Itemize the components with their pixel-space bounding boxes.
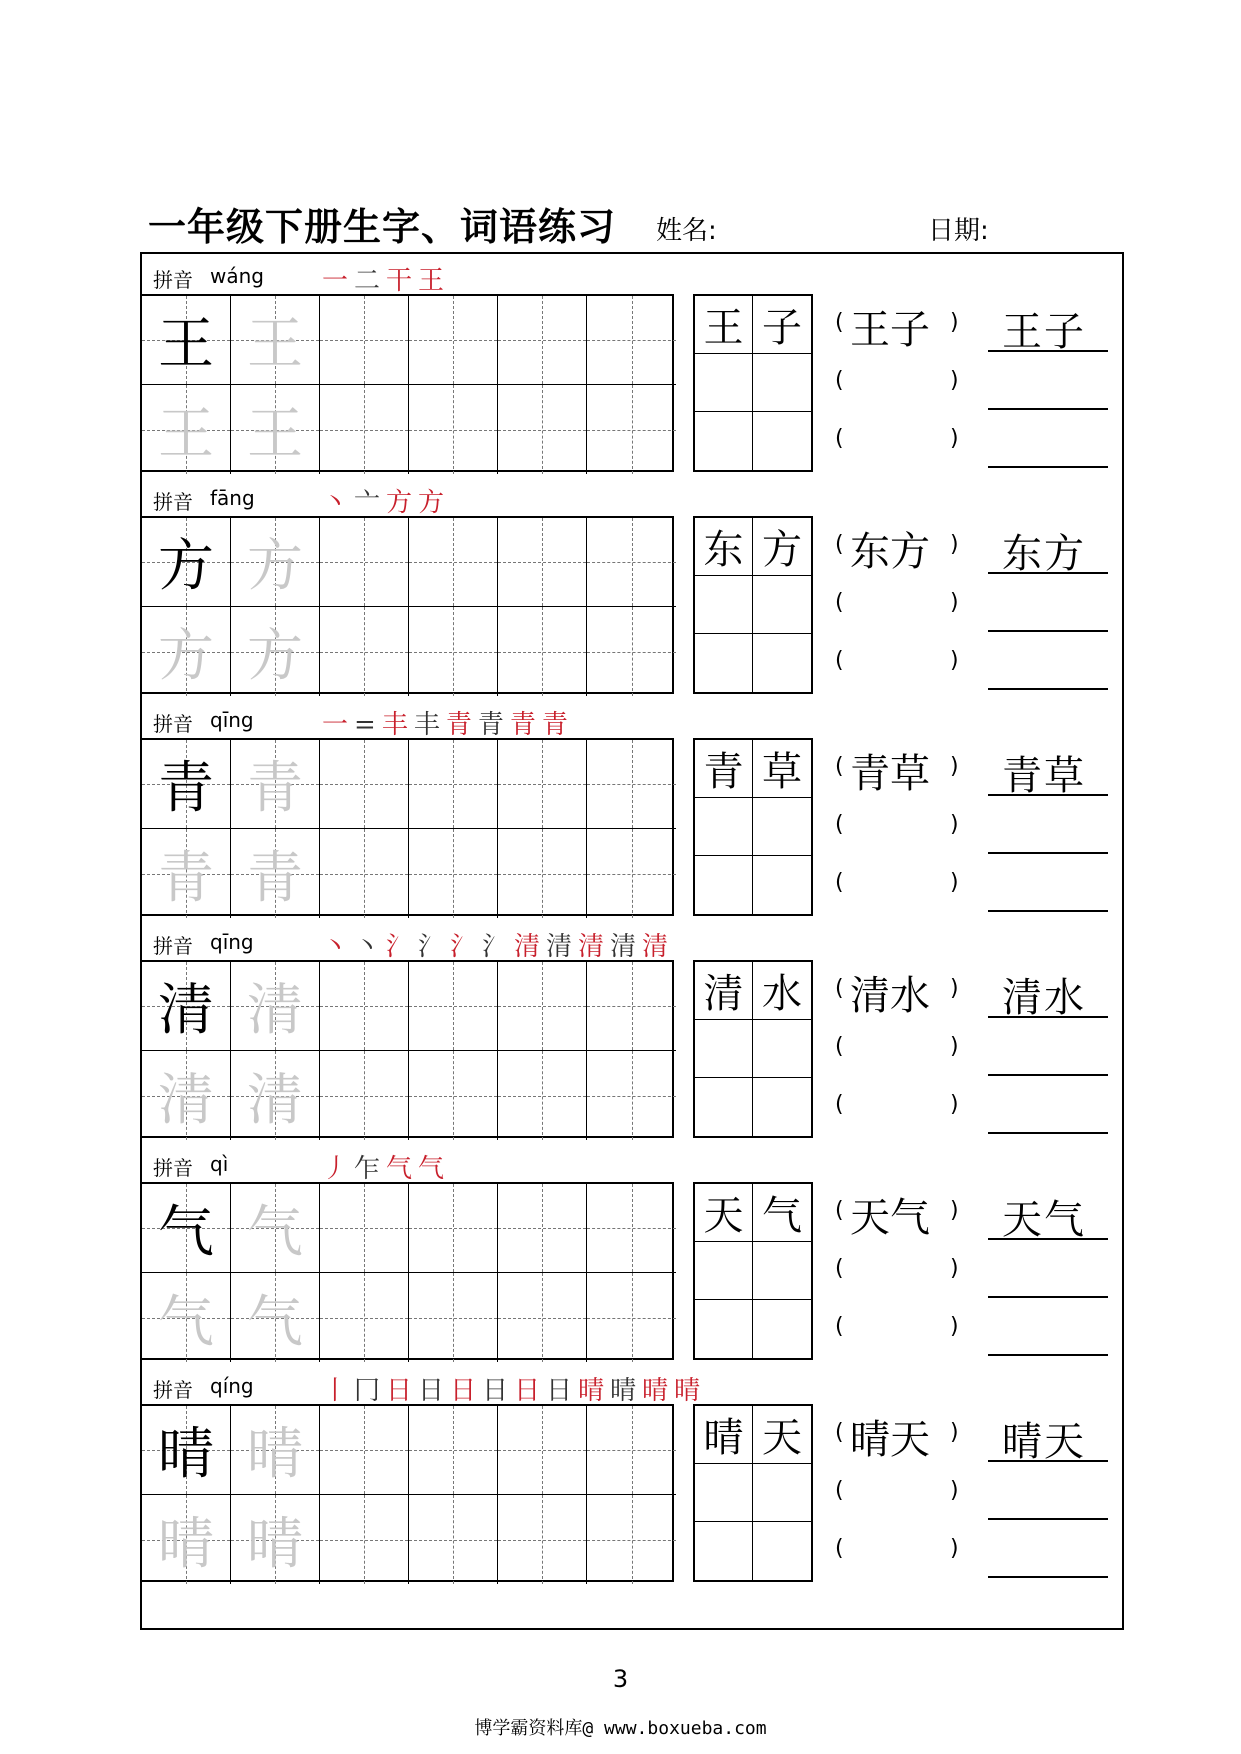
worksheet-frame	[140, 252, 1124, 1630]
tianzige-cell[interactable]	[142, 1184, 231, 1273]
word-in-paren: 晴天	[850, 1417, 930, 1463]
stroke-step: 氵	[482, 932, 509, 962]
stroke-order	[322, 1370, 706, 1407]
word-cell[interactable]	[695, 1464, 753, 1522]
word-cell[interactable]	[695, 1242, 753, 1300]
tianzige-cell[interactable]	[231, 1051, 320, 1140]
stroke-step: 清	[514, 932, 541, 962]
paren-close: )	[950, 426, 959, 451]
stroke-step: 干	[386, 266, 413, 296]
answer-line[interactable]	[988, 572, 1108, 574]
tianzige-cell[interactable]	[320, 1273, 409, 1362]
stroke-step: 晴	[610, 1376, 637, 1406]
stroke-step: 晴	[642, 1376, 669, 1406]
tianzige-cell[interactable]	[142, 385, 231, 474]
paren-close: )	[950, 368, 959, 393]
trace-character: 气	[247, 1200, 303, 1265]
paren-open: (	[835, 648, 844, 673]
stroke-step: 方	[418, 488, 445, 518]
trace-character: 晴	[247, 1511, 303, 1577]
word-cell[interactable]: 天	[753, 1406, 811, 1464]
answer-line[interactable]	[988, 466, 1108, 468]
tianzige-cell[interactable]	[320, 962, 409, 1051]
paren-open: (	[835, 532, 844, 557]
paren-open: (	[835, 812, 844, 837]
stroke-step: 青	[445, 710, 472, 740]
stroke-step: =	[354, 710, 376, 740]
word-cell[interactable]: 天	[695, 1184, 753, 1242]
stroke-step: 乍	[354, 1154, 381, 1184]
model-character: 气	[158, 1200, 214, 1265]
tianzige-cell[interactable]	[231, 296, 320, 385]
trace-character: 青	[158, 845, 214, 911]
paren-open: (	[835, 870, 844, 895]
tianzige-cell[interactable]	[231, 740, 320, 829]
stroke-order	[322, 704, 574, 741]
tianzige-cell[interactable]	[498, 1406, 587, 1495]
trace-character: 清	[158, 1067, 214, 1133]
tianzige-cell[interactable]	[409, 1051, 498, 1140]
practice-grid	[140, 1182, 674, 1360]
tianzige-cell[interactable]	[409, 385, 498, 474]
practice-grid	[140, 294, 674, 472]
paren-close: )	[950, 648, 959, 673]
answer-word: 青草	[1002, 753, 1086, 799]
tianzige-cell[interactable]	[231, 829, 320, 918]
tianzige-cell[interactable]	[409, 1495, 498, 1584]
tianzige-cell[interactable]	[142, 607, 231, 696]
pinyin-label: 拼音	[153, 490, 193, 514]
trace-character: 气	[158, 1289, 214, 1355]
paren-close: )	[950, 870, 959, 895]
tianzige-cell[interactable]	[142, 518, 231, 607]
model-character: 清	[158, 978, 214, 1043]
word-cell[interactable]	[753, 856, 811, 914]
tianzige-cell[interactable]	[498, 607, 587, 696]
trace-character: 方	[247, 534, 303, 599]
pinyin-value: qì	[210, 1152, 229, 1176]
word-in-paren: 王子	[850, 307, 930, 353]
tianzige-cell[interactable]	[142, 829, 231, 918]
word-cell[interactable]: 方	[753, 518, 811, 576]
practice-grid	[140, 960, 674, 1138]
stroke-step: 丰	[381, 710, 408, 740]
tianzige-cell[interactable]	[498, 1273, 587, 1362]
paren-close: )	[950, 1420, 959, 1445]
tianzige-cell[interactable]	[231, 607, 320, 696]
paren-close: )	[950, 532, 959, 557]
word-cell[interactable]	[695, 354, 753, 412]
stroke-step: 清	[546, 932, 573, 962]
stroke-step: 青	[541, 710, 568, 740]
word-cell[interactable]: 晴	[695, 1406, 753, 1464]
tianzige-cell[interactable]	[587, 1495, 676, 1584]
word-cell[interactable]	[695, 798, 753, 856]
word-cell[interactable]: 青	[695, 740, 753, 798]
trace-character: 青	[247, 845, 303, 911]
paren-open: (	[835, 426, 844, 451]
answer-line[interactable]	[988, 1354, 1108, 1356]
pinyin-row	[142, 1142, 1042, 1182]
trace-character: 晴	[247, 1422, 303, 1487]
word-cell[interactable]	[695, 1522, 753, 1580]
word-cell[interactable]	[753, 1078, 811, 1136]
tianzige-cell[interactable]	[142, 740, 231, 829]
word-grid	[693, 294, 813, 472]
word-grid	[693, 1404, 813, 1582]
tianzige-cell[interactable]	[231, 1184, 320, 1273]
pinyin-row	[142, 698, 1042, 738]
tianzige-cell[interactable]	[231, 1273, 320, 1362]
answer-line[interactable]	[988, 1576, 1108, 1578]
trace-character: 王	[158, 401, 214, 467]
stroke-step: 丶	[322, 932, 349, 962]
pinyin-value: fāng	[210, 486, 255, 510]
answer-line[interactable]	[988, 1518, 1108, 1520]
tianzige-cell[interactable]	[409, 1184, 498, 1273]
word-cell[interactable]	[695, 856, 753, 914]
stroke-step: 冂	[354, 1376, 381, 1406]
tianzige-cell[interactable]	[231, 1495, 320, 1584]
tianzige-cell[interactable]	[498, 296, 587, 385]
stroke-step: 二	[354, 266, 381, 296]
stroke-step: 清	[578, 932, 605, 962]
answer-word: 王子	[1002, 309, 1086, 355]
paren-close: )	[950, 754, 959, 779]
word-cell[interactable]	[695, 634, 753, 692]
paren-open: (	[835, 1536, 844, 1561]
stroke-step: 日	[546, 1376, 573, 1406]
tianzige-cell[interactable]	[587, 607, 676, 696]
tianzige-cell[interactable]	[320, 1184, 409, 1273]
word-cell[interactable]	[695, 1300, 753, 1358]
word-cell[interactable]: 子	[753, 296, 811, 354]
answer-line[interactable]	[988, 1238, 1108, 1240]
tianzige-cell[interactable]	[587, 962, 676, 1051]
stroke-step: 方	[386, 488, 413, 518]
paren-close: )	[950, 310, 959, 335]
tianzige-cell[interactable]	[587, 1406, 676, 1495]
paren-open: (	[835, 368, 844, 393]
paren-open: (	[835, 1314, 844, 1339]
practice-grid	[140, 1404, 674, 1582]
word-cell[interactable]	[753, 1300, 811, 1358]
paren-open: (	[835, 1420, 844, 1445]
tianzige-cell[interactable]	[498, 385, 587, 474]
stroke-step: 丰	[413, 710, 440, 740]
pinyin-value: qíng	[210, 1374, 254, 1398]
answer-word: 天气	[1002, 1197, 1086, 1243]
trace-character: 清	[247, 1067, 303, 1133]
paren-close: )	[950, 1478, 959, 1503]
stroke-step: 氵	[386, 932, 413, 962]
answer-word: 东方	[1002, 531, 1086, 577]
word-cell[interactable]	[753, 798, 811, 856]
tianzige-cell[interactable]	[409, 962, 498, 1051]
stroke-step: 青	[477, 710, 504, 740]
tianzige-cell[interactable]	[142, 1273, 231, 1362]
pinyin-label: 拼音	[153, 1378, 193, 1402]
model-character: 青	[158, 756, 214, 821]
answer-line[interactable]	[988, 408, 1108, 410]
answer-line[interactable]	[988, 910, 1108, 912]
pinyin-value: qīng	[210, 930, 254, 954]
pinyin-label: 拼音	[153, 1156, 193, 1180]
model-character: 王	[158, 312, 214, 377]
paren-close: )	[950, 1198, 959, 1223]
tianzige-cell[interactable]	[320, 518, 409, 607]
tianzige-cell[interactable]	[142, 1051, 231, 1140]
word-cell[interactable]	[753, 354, 811, 412]
paren-open: (	[835, 1092, 844, 1117]
paren-close: )	[950, 1536, 959, 1561]
practice-grid	[140, 516, 674, 694]
tianzige-cell[interactable]	[142, 962, 231, 1051]
word-grid	[693, 1182, 813, 1360]
tianzige-cell[interactable]	[142, 1495, 231, 1584]
stroke-step: 丿	[322, 1154, 349, 1184]
stroke-step: 氵	[418, 932, 445, 962]
tianzige-cell[interactable]	[231, 518, 320, 607]
answer-line[interactable]	[988, 1132, 1108, 1134]
stroke-step: 丶	[354, 932, 381, 962]
stroke-step: 青	[509, 710, 536, 740]
stroke-step: 气	[386, 1154, 413, 1184]
paren-open: (	[835, 754, 844, 779]
tianzige-cell[interactable]	[409, 607, 498, 696]
word-grid	[693, 960, 813, 1138]
word-in-paren: 清水	[850, 973, 930, 1019]
tianzige-cell[interactable]	[587, 1273, 676, 1362]
tianzige-cell[interactable]	[587, 296, 676, 385]
word-in-paren: 东方	[850, 529, 930, 575]
pinyin-row	[142, 920, 1042, 960]
tianzige-cell[interactable]	[587, 1051, 676, 1140]
word-cell[interactable]: 气	[753, 1184, 811, 1242]
tianzige-cell[interactable]	[498, 962, 587, 1051]
stroke-step: 丶	[322, 488, 349, 518]
word-cell[interactable]: 水	[753, 962, 811, 1020]
pinyin-label: 拼音	[153, 268, 193, 292]
pinyin-value: qīng	[210, 708, 254, 732]
date-label: 日期:	[928, 216, 989, 246]
name-label: 姓名:	[656, 216, 717, 246]
practice-grid	[140, 738, 674, 916]
stroke-step: 氵	[450, 932, 477, 962]
stroke-step: 日	[450, 1376, 477, 1406]
paren-close: )	[950, 976, 959, 1001]
word-in-paren: 青草	[850, 751, 930, 797]
tianzige-cell[interactable]	[409, 1406, 498, 1495]
tianzige-cell[interactable]	[587, 385, 676, 474]
tianzige-cell[interactable]	[142, 296, 231, 385]
word-cell[interactable]: 东	[695, 518, 753, 576]
word-cell[interactable]	[753, 1464, 811, 1522]
paren-open: (	[835, 1478, 844, 1503]
paren-close: )	[950, 590, 959, 615]
stroke-order	[322, 260, 450, 297]
tianzige-cell[interactable]	[320, 607, 409, 696]
word-grid	[693, 516, 813, 694]
paren-close: )	[950, 1314, 959, 1339]
tianzige-cell[interactable]	[498, 1495, 587, 1584]
stroke-step: 日	[482, 1376, 509, 1406]
paren-open: (	[835, 1198, 844, 1223]
answer-line[interactable]	[988, 794, 1108, 796]
answer-line[interactable]	[988, 1016, 1108, 1018]
pinyin-row	[142, 476, 1042, 516]
tianzige-cell[interactable]	[587, 740, 676, 829]
word-cell[interactable]	[753, 412, 811, 470]
stroke-step: 日	[514, 1376, 541, 1406]
answer-line[interactable]	[988, 688, 1108, 690]
stroke-order	[322, 926, 674, 963]
word-cell[interactable]	[695, 1078, 753, 1136]
stroke-step: 一	[322, 266, 349, 296]
tianzige-cell[interactable]	[409, 829, 498, 918]
trace-character: 气	[247, 1289, 303, 1355]
stroke-step: 晴	[674, 1376, 701, 1406]
tianzige-cell[interactable]	[587, 829, 676, 918]
stroke-step: 日	[418, 1376, 445, 1406]
tianzige-cell[interactable]	[320, 1406, 409, 1495]
paren-open: (	[835, 1034, 844, 1059]
stroke-step: 气	[418, 1154, 445, 1184]
tianzige-cell[interactable]	[320, 740, 409, 829]
answer-line[interactable]	[988, 350, 1108, 352]
stroke-order	[322, 482, 450, 519]
word-cell[interactable]: 清	[695, 962, 753, 1020]
paren-open: (	[835, 1256, 844, 1281]
stroke-step: 日	[386, 1376, 413, 1406]
word-grid	[693, 738, 813, 916]
trace-character: 王	[247, 401, 303, 467]
tianzige-cell[interactable]	[498, 518, 587, 607]
word-cell[interactable]	[753, 1522, 811, 1580]
stroke-step: 晴	[578, 1376, 605, 1406]
answer-line[interactable]	[988, 1296, 1108, 1298]
word-cell[interactable]	[695, 412, 753, 470]
trace-character: 晴	[158, 1511, 214, 1577]
pinyin-label: 拼音	[153, 934, 193, 958]
tianzige-cell[interactable]	[498, 829, 587, 918]
tianzige-cell[interactable]	[320, 829, 409, 918]
tianzige-cell[interactable]	[409, 518, 498, 607]
answer-word: 晴天	[1002, 1419, 1086, 1465]
word-cell[interactable]: 草	[753, 740, 811, 798]
tianzige-cell[interactable]	[587, 518, 676, 607]
pinyin-row	[142, 254, 1042, 294]
tianzige-cell[interactable]	[231, 1406, 320, 1495]
stroke-step: 亠	[354, 488, 381, 518]
stroke-step: 一	[322, 710, 349, 740]
footer-watermark: 博学霸资料库@ www.boxueba.com	[474, 1718, 767, 1739]
model-character: 方	[158, 534, 214, 599]
paren-close: )	[950, 1092, 959, 1117]
page-header	[148, 196, 1048, 249]
paren-close: )	[950, 1034, 959, 1059]
tianzige-cell[interactable]	[231, 962, 320, 1051]
trace-character: 清	[247, 978, 303, 1043]
model-character: 晴	[158, 1422, 214, 1487]
answer-line[interactable]	[988, 852, 1108, 854]
tianzige-cell[interactable]	[587, 1184, 676, 1273]
tianzige-cell[interactable]	[320, 1051, 409, 1140]
stroke-step: 清	[610, 932, 637, 962]
paren-open: (	[835, 310, 844, 335]
word-cell[interactable]	[753, 576, 811, 634]
word-cell[interactable]	[753, 1242, 811, 1300]
stroke-order	[322, 1148, 450, 1185]
tianzige-cell[interactable]	[409, 296, 498, 385]
word-cell[interactable]: 王	[695, 296, 753, 354]
tianzige-cell[interactable]	[320, 1495, 409, 1584]
paren-close: )	[950, 812, 959, 837]
pinyin-value: wáng	[210, 264, 264, 288]
answer-word: 清水	[1002, 975, 1086, 1021]
trace-character: 王	[247, 312, 303, 377]
tianzige-cell[interactable]	[320, 296, 409, 385]
paren-close: )	[950, 1256, 959, 1281]
tianzige-cell[interactable]	[409, 740, 498, 829]
word-cell[interactable]	[695, 1020, 753, 1078]
stroke-step: 丨	[322, 1376, 349, 1406]
tianzige-cell[interactable]	[142, 1406, 231, 1495]
word-in-paren: 天气	[850, 1195, 930, 1241]
tianzige-cell[interactable]	[231, 385, 320, 474]
pinyin-label: 拼音	[153, 712, 193, 736]
trace-character: 方	[158, 623, 214, 689]
paren-open: (	[835, 590, 844, 615]
tianzige-cell[interactable]	[498, 740, 587, 829]
stroke-step: 王	[418, 266, 445, 296]
answer-line[interactable]	[988, 1074, 1108, 1076]
tianzige-cell[interactable]	[409, 1273, 498, 1362]
paren-open: (	[835, 976, 844, 1001]
word-cell[interactable]	[695, 576, 753, 634]
tianzige-cell[interactable]	[320, 385, 409, 474]
word-cell[interactable]	[753, 1020, 811, 1078]
tianzige-cell[interactable]	[498, 1051, 587, 1140]
trace-character: 青	[247, 756, 303, 821]
answer-line[interactable]	[988, 1460, 1108, 1462]
page-number: 3	[612, 1665, 629, 1693]
trace-character: 方	[247, 623, 303, 689]
tianzige-cell[interactable]	[498, 1184, 587, 1273]
worksheet-title: 一年级下册生字、词语练习	[148, 205, 617, 249]
answer-line[interactable]	[988, 630, 1108, 632]
pinyin-row	[142, 1364, 1042, 1404]
word-cell[interactable]	[753, 634, 811, 692]
stroke-step: 清	[642, 932, 669, 962]
